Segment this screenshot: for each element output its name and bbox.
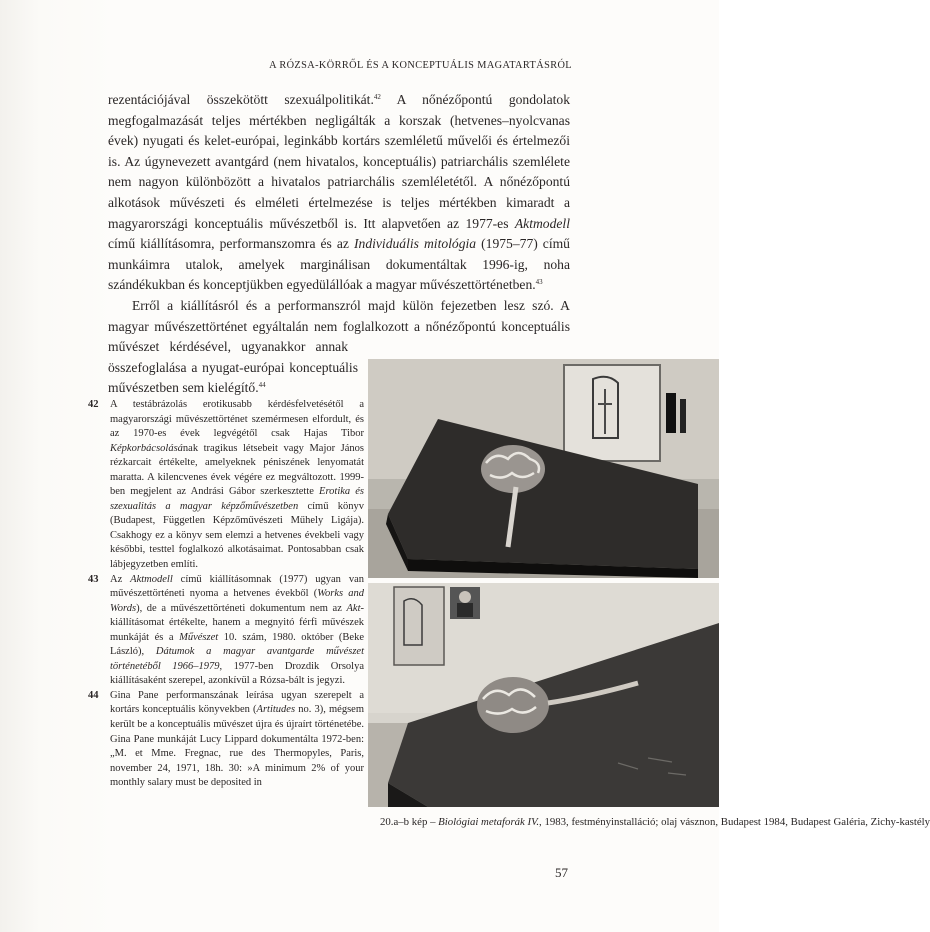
footnote-42	[88, 398, 364, 573]
footnote-number: 42	[88, 399, 99, 410]
text-run: ), de a művészettörténeti dokumentum nem az	[136, 602, 347, 614]
italic-title: Works and Words	[110, 588, 364, 614]
text-run: Gina Pane performanszának leírása ugyan szerepelt a kortárs konceptuális könyvekben (	[110, 689, 364, 716]
text-run: A testábrázolás erotikusabb kérdésfelvetésétől a magyarországi művészettörténet szemérmesen elfordult, és az 1970-es évek legvégétől csak Hajas Tibor	[110, 399, 364, 440]
caption-label: 20.a–b kép –	[380, 816, 439, 828]
italic-title: Artitudes	[256, 704, 296, 716]
paragraph-2-line: magyar művészettörténet egyáltalán nem foglalkozott a nőnézőpontú konceptuális	[108, 318, 570, 334]
figure-caption	[380, 812, 930, 832]
page-number: 57	[555, 865, 568, 880]
caption-text: , 1983, festményinstalláció; olaj vásznon, Budapest 1984, Budapest Galéria, Zichy-kastély	[539, 816, 930, 828]
text-run: no. 3), mégsem került be a konceptuális művészet újra és újraírt történetébe. Gina Pane munkáját Lucy Lippard dokumentálta 1972-ben: „M. et Mme. Fregnac, rue des Thermopyles, Paris, november 24, 1971, 18h. 30: »A minimum 2% of your monthly salary must be deposited in	[110, 704, 364, 789]
italic-title: Individuális mitológia	[354, 236, 477, 252]
text-run: , 1977-ben Drozdik Orsolya kiállításaként szerepel, azonkívül a Rózsa-bált is jegyzi.	[110, 660, 364, 687]
text-run: című kiállításomra, performanszomra és az	[108, 236, 354, 252]
italic-title: Dátumok a magyar avantgarde művészet történetéből 1966–1979	[110, 646, 364, 672]
running-head: A RÓZSA-KÖRRŐL ÉS A KONCEPTUÁLIS MAGATARTÁSRÓL	[269, 60, 572, 71]
footnote-44	[88, 689, 364, 791]
footnote-ref-42: 42	[373, 93, 381, 101]
main-text	[108, 90, 570, 296]
footnote-43	[88, 573, 364, 689]
figure-20a-photo	[368, 359, 719, 578]
footnotes	[88, 398, 364, 791]
caption-title: Biológiai metaforák IV.	[438, 816, 540, 828]
footnote-ref-44: 44	[258, 381, 266, 390]
text-run: című kiállításomnak (1977) ugyan van művészettörténeti nyoma a hetvenes évekből (	[110, 573, 364, 600]
italic-title: Aktmodell	[130, 573, 173, 585]
text-run: (1975–77) című munkáimra utalok, amelyek marginálisan dokumentáltak 1996-ig, noha szándékukban és konceptjükben egyedülállóak a magyar művészettörténetben.	[108, 236, 570, 293]
installation-photo-a	[368, 359, 719, 578]
paragraph-2-line: Erről a kiállításról és a performanszról majd külön fejezetben lesz szó. A	[132, 298, 570, 313]
text-run: című könyv (Budapest, Független Képzőművészeti Műhely Ligája). Csakhogy ez a könyv sem elemzi a hetvenes évekbeli vagy későbbi, testtel foglalkozó alkotásaimat. Pontosabban csak lábjegyzetben említi.	[110, 500, 364, 571]
paragraph-1	[108, 90, 570, 296]
footnote-number: 43	[88, 573, 99, 585]
footnote-number: 44	[88, 689, 99, 701]
italic-title: Művészet	[179, 631, 219, 643]
text-run: rezentációjával összekötött szexuálpolitikát.	[108, 92, 374, 107]
text-run: 10. szám, 1980. október (Beke László),	[110, 631, 364, 658]
installation-photo-b	[368, 583, 719, 807]
italic-title: Akt	[346, 602, 361, 614]
italic-title: Erotika és szexualitás a magyar képzőművészetben	[110, 486, 365, 512]
footnote-ref-43: 43	[535, 278, 543, 287]
text-run: Az	[110, 573, 131, 585]
paragraph-2-line: művészetben sem kielégítő.$^{44}$	[108, 380, 266, 396]
text-run: -kiállításomat értékelte, hanem a megnyitó férfi művészek munkáját és a	[110, 602, 364, 643]
figure-20b-photo	[368, 583, 719, 807]
text-run: nak tragikus létsebeit vagy Major János rézkarcait értékelte, amelyeknek péniszének lenyomatát maratta. A kilencvenes évek végére ez megváltozott. 1999-ben megjelent az Andrási Gábor szerkesztette	[110, 442, 364, 498]
paragraph-2-line: összefoglalása a nyugat-európai konceptuális	[108, 359, 358, 375]
paragraph-2-line: művészet kérdésével, ugyanakkor annak	[108, 339, 348, 355]
italic-title: Képkorbácsolásá	[110, 442, 183, 454]
italic-title: Aktmodell	[514, 215, 570, 231]
text-run: A nőnézőpontú gondolatok megfogalmazását teljes mértékben negligálták a korszak (hetvenes–nyolcvanas évek) nyugati és kelet-európai, leginkább kortárs szemléletű művelői és értelmezői is. Az úgynevezett avantgárd (nem hivatalos, konceptuális) patriarchális szemlélete nem nagyon különbözött a hivatalos patriarchális szemléletétől. A nőnézőpontú alkotások művészeti és elméleti értelmezése is teljes mértékben kimaradt a magyarországi konceptuális művészetből is. Itt alapvetően az 1977-es	[108, 92, 570, 231]
